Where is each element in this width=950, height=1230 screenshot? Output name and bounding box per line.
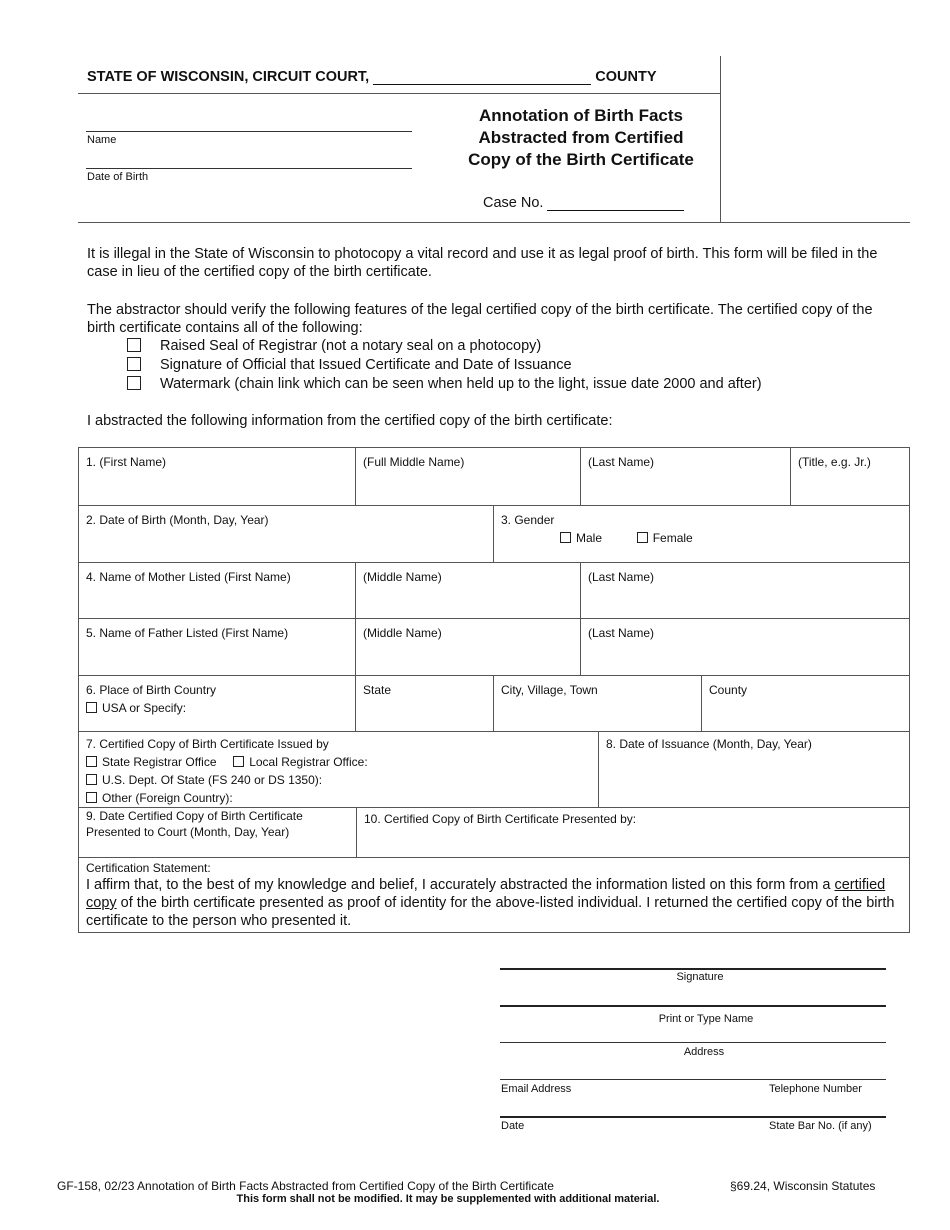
title-line-2: Abstracted from Certified — [478, 128, 684, 147]
birth-city-cell[interactable] — [493, 675, 701, 731]
name-line[interactable] — [86, 131, 412, 132]
birth-country-label: 6. Place of Birth Country — [86, 683, 217, 697]
intro-para-2: The abstractor should verify the following features of the legal certified copy of the birth certificate. The certified copy of the birth certificate contains all of the following: — [87, 302, 873, 336]
father-middle-cell[interactable] — [355, 618, 580, 675]
county-blank[interactable] — [373, 69, 591, 85]
name-label: Name — [87, 134, 117, 146]
other-country-checkbox[interactable] — [86, 792, 97, 803]
us-dept-checkbox[interactable] — [86, 774, 97, 785]
father-first-label: 5. Name of Father Listed (First Name) — [86, 626, 289, 640]
print-name-label: Print or Type Name — [658, 1013, 754, 1025]
female-checkbox[interactable] — [637, 532, 648, 543]
title-line-1: Annotation of Birth Facts — [479, 106, 683, 125]
dob-cell[interactable] — [78, 505, 493, 562]
court-heading — [87, 69, 657, 85]
state-bar-label: State Bar No. (if any) — [769, 1120, 872, 1132]
mother-first-label: 4. Name of Mother Listed (First Name) — [86, 570, 291, 584]
birth-country-cell[interactable] — [78, 675, 355, 731]
other-country-label: Other (Foreign Country): — [102, 791, 233, 805]
footer-form-id: GF-158, 02/23 Annotation of Birth Facts Abstracted from Certified Copy of the Birth Certificate — [57, 1179, 554, 1193]
court-prefix: STATE OF WISCONSIN, CIRCUIT COURT, — [87, 69, 370, 85]
male-label: Male — [576, 531, 603, 545]
address-line[interactable] — [500, 1042, 886, 1043]
birth-county-label: County — [709, 683, 748, 697]
table-bottom — [78, 932, 910, 933]
presented-date-label-2: Presented to Court (Month, Day, Year) — [86, 825, 290, 839]
certification-cell — [78, 857, 909, 932]
us-dept-label: U.S. Dept. Of State (FS 240 or DS 1350): — [102, 773, 323, 787]
case-no-blank[interactable] — [547, 196, 684, 211]
dob-line[interactable] — [86, 168, 412, 169]
birth-city-label: City, Village, Town — [501, 683, 598, 697]
father-last-cell[interactable] — [580, 618, 909, 675]
date-label: Date — [501, 1120, 525, 1132]
feature-signature: Signature of Official that Issued Certificate and Date of Issuance — [160, 357, 572, 373]
presented-by-cell[interactable] — [356, 807, 909, 857]
middle-name-cell[interactable] — [355, 447, 580, 505]
birth-state-label: State — [363, 683, 392, 697]
male-checkbox[interactable] — [560, 532, 571, 543]
female-label: Female — [652, 531, 693, 545]
local-registrar-label: Local Registrar Office: — [249, 755, 368, 769]
header-rule-top — [78, 93, 720, 94]
signature-line[interactable] — [500, 968, 886, 970]
mother-first-cell[interactable] — [78, 562, 355, 618]
feature-checkbox-watermark[interactable] — [127, 376, 141, 390]
table-right — [909, 447, 910, 933]
issued-by-label: 7. Certified Copy of Birth Certificate Issued by — [86, 737, 329, 751]
father-first-cell[interactable] — [78, 618, 355, 675]
court-suffix: COUNTY — [595, 69, 657, 85]
father-last-label: (Last Name) — [588, 626, 655, 640]
email-label: Email Address — [501, 1083, 572, 1095]
address-label: Address — [683, 1046, 725, 1058]
title-label: (Title, e.g. Jr.) — [798, 455, 871, 469]
print-name-line[interactable] — [500, 1005, 886, 1007]
father-middle-label: (Middle Name) — [363, 626, 442, 640]
dob-label: Date of Birth — [87, 171, 149, 183]
certification-text-post: of the birth certificate presented as proof of identity for the above-listed individual. I returned the certified copy of the birth certificate to the person who presented it. — [86, 895, 895, 929]
last-name-label: (Last Name) — [588, 455, 655, 469]
mother-middle-label: (Middle Name) — [363, 570, 442, 584]
state-registrar-checkbox[interactable] — [86, 756, 97, 767]
certification-statement — [86, 876, 901, 930]
issuance-date-cell[interactable] — [598, 731, 909, 807]
first-name-label: 1. (First Name) — [86, 455, 167, 469]
intro-para-1: It is illegal in the State of Wisconsin to photocopy a vital record and use it as legal proof of birth. This form will be filed in the case in lieu of the certified copy of the birth certificate. — [87, 246, 878, 280]
email-phone-line[interactable] — [500, 1079, 886, 1080]
dob-field-label: 2. Date of Birth (Month, Day, Year) — [86, 513, 269, 527]
date-bar-line[interactable] — [500, 1116, 886, 1118]
presented-date-cell[interactable] — [78, 807, 356, 857]
mother-middle-cell[interactable] — [355, 562, 580, 618]
certification-label: Certification Statement: — [86, 861, 211, 875]
certification-text-pre: I affirm that, to the best of my knowledge and belief, I accurately abstracted the information listed on this form from a — [86, 877, 835, 893]
state-registrar-label: State Registrar Office — [102, 755, 217, 769]
feature-checkbox-signature[interactable] — [127, 357, 141, 371]
intro-para-3: I abstracted the following information from the certified copy of the birth certificate: — [87, 413, 613, 429]
usa-checkbox[interactable] — [86, 702, 97, 713]
telephone-label: Telephone Number — [769, 1083, 862, 1095]
usa-label: USA or Specify: — [102, 701, 187, 715]
mother-last-label: (Last Name) — [588, 570, 655, 584]
birth-county-cell[interactable] — [701, 675, 909, 731]
feature-checkbox-seal[interactable] — [127, 338, 141, 352]
first-name-cell[interactable] — [78, 447, 355, 505]
local-registrar-checkbox[interactable] — [233, 756, 244, 767]
issuance-date-label: 8. Date of Issuance (Month, Day, Year) — [606, 737, 812, 751]
issued-by-cell — [78, 731, 598, 807]
last-name-cell[interactable] — [580, 447, 790, 505]
form-title — [440, 105, 722, 171]
presented-date-label-1: 9. Date Certified Copy of Birth Certificate — [86, 809, 303, 823]
presented-by-label: 10. Certified Copy of Birth Certificate Presented by: — [364, 812, 637, 826]
title-cell[interactable] — [790, 447, 909, 505]
gender-label: 3. Gender — [501, 513, 555, 527]
middle-name-label: (Full Middle Name) — [363, 455, 465, 469]
mother-last-cell[interactable] — [580, 562, 909, 618]
birth-state-cell[interactable] — [355, 675, 493, 731]
case-no-label: Case No. — [483, 195, 544, 211]
feature-seal: Raised Seal of Registrar (not a notary seal on a photocopy) — [160, 338, 542, 354]
case-no — [483, 195, 684, 211]
footer-statute: §69.24, Wisconsin Statutes — [730, 1179, 876, 1193]
certification-text-underlined: certified copy — [86, 877, 886, 911]
gender-cell — [493, 505, 909, 562]
footer-notice: This form shall not be modified. It may be supplemented with additional material. — [236, 1193, 660, 1205]
header-rule-bottom — [78, 222, 910, 223]
feature-watermark: Watermark (chain link which can be seen when held up to the light, issue date 2000 and after) — [160, 376, 762, 392]
title-line-3: Copy of the Birth Certificate — [468, 150, 694, 169]
signature-label: Signature — [676, 971, 724, 983]
